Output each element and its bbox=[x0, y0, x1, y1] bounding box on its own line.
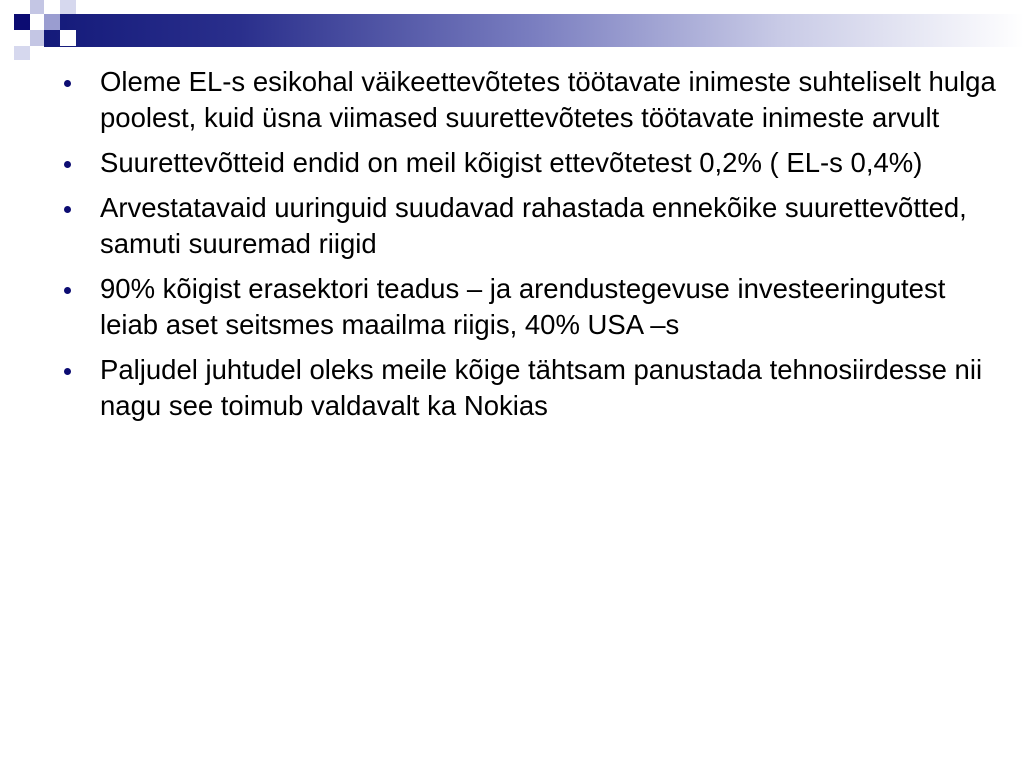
decor-square bbox=[60, 30, 76, 46]
decor-square bbox=[44, 14, 60, 30]
bullet-icon bbox=[64, 368, 71, 375]
bullet-icon bbox=[64, 161, 71, 168]
bullet-item bbox=[58, 352, 998, 424]
bullet-item bbox=[58, 145, 998, 181]
bullet-text: Arvestatavaid uuringuid suudavad rahastada ennekõike suurettevõtted, samuti suuremad riigid bbox=[100, 192, 967, 259]
decor-square bbox=[30, 30, 44, 46]
bullet-text: Oleme EL-s esikohal väikeettevõtetes töötavate inimeste suhteliselt hulga poolest, kuid üsna viimased suurettevõtetes töötavate inimeste arvult bbox=[100, 66, 996, 133]
header-gradient-bar bbox=[44, 14, 1024, 47]
bullet-item bbox=[58, 271, 998, 343]
decor-square bbox=[14, 14, 30, 30]
bullet-text: Paljudel juhtudel oleks meile kõige tähtsam panustada tehnosiirdesse nii nagu see toimub valdavalt ka Nokias bbox=[100, 354, 983, 421]
slide-body bbox=[58, 64, 998, 433]
bullet-icon bbox=[64, 80, 71, 87]
decor-square bbox=[14, 46, 30, 60]
bullet-list bbox=[58, 64, 998, 424]
bullet-item bbox=[58, 64, 998, 136]
bullet-item bbox=[58, 190, 998, 262]
bullet-icon bbox=[64, 287, 71, 294]
bullet-text: Suurettevõtteid endid on meil kõigist ettevõtetest 0,2% ( EL-s 0,4%) bbox=[100, 147, 923, 178]
bullet-text: 90% kõigist erasektori teadus – ja arendustegevuse investeeringutest leiab aset seitsmes maailma riigis, 40% USA –s bbox=[100, 273, 946, 340]
decor-square bbox=[30, 0, 44, 14]
bullet-icon bbox=[64, 206, 71, 213]
header-decoration bbox=[0, 0, 1024, 64]
decor-square bbox=[60, 0, 76, 14]
